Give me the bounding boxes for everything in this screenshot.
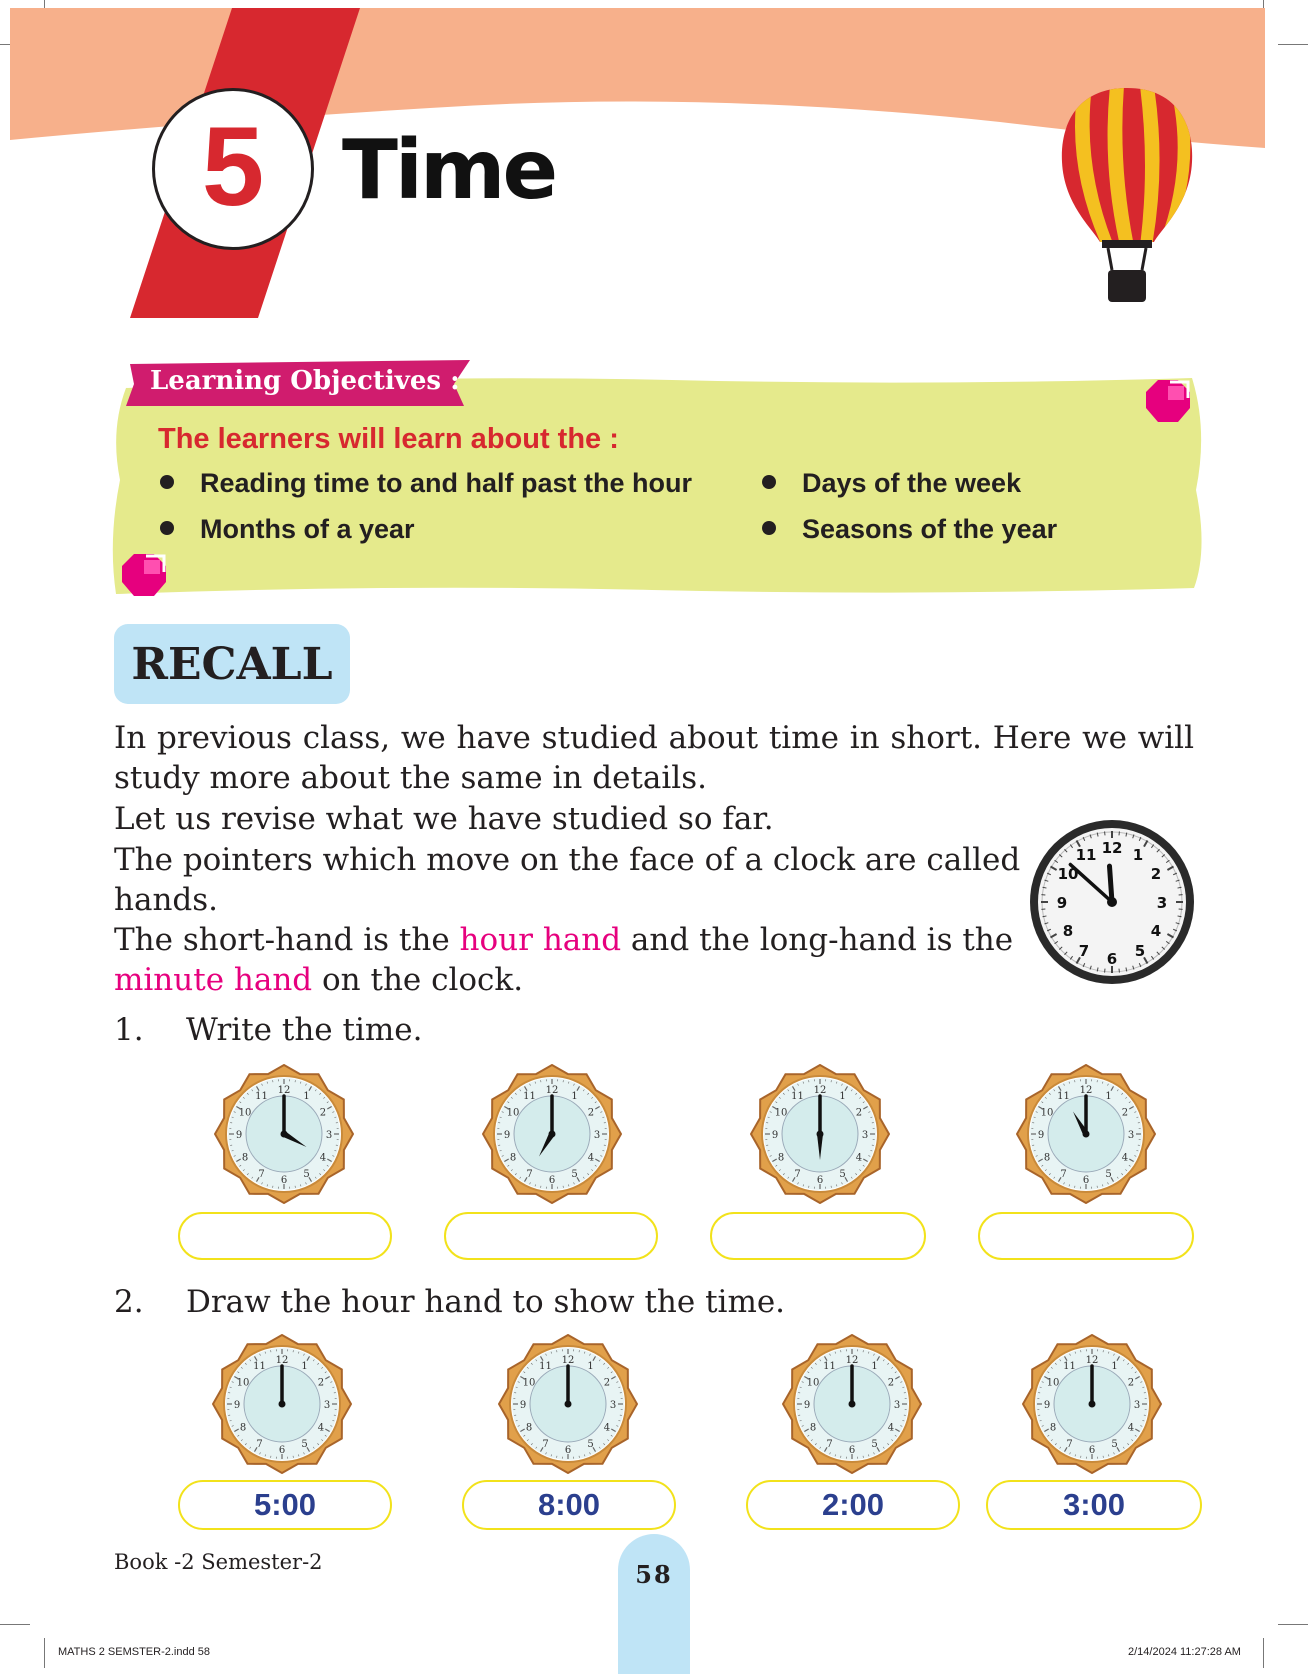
svg-text:12: 12: [846, 1355, 859, 1366]
svg-text:6: 6: [549, 1175, 555, 1186]
svg-text:2: 2: [1122, 1108, 1128, 1119]
svg-text:5: 5: [1105, 1169, 1111, 1180]
svg-text:12: 12: [276, 1355, 289, 1366]
svg-text:10: 10: [775, 1108, 788, 1119]
svg-text:7: 7: [794, 1169, 800, 1180]
question-number: 1.: [114, 1012, 144, 1048]
svg-text:1: 1: [303, 1091, 309, 1102]
svg-text:11: 11: [1076, 846, 1097, 864]
svg-text:11: 11: [539, 1361, 552, 1372]
svg-text:10: 10: [1058, 865, 1079, 883]
hands-sentence-line: [114, 960, 523, 1000]
svg-text:3: 3: [1134, 1400, 1140, 1411]
svg-text:7: 7: [1079, 942, 1089, 960]
minute-hand-term: minute hand: [114, 962, 312, 998]
answer-input[interactable]: [178, 1212, 392, 1260]
svg-text:3: 3: [594, 1130, 600, 1141]
svg-text:9: 9: [236, 1130, 242, 1141]
svg-text:5: 5: [587, 1439, 593, 1450]
objective-text: Days of the week: [802, 468, 1021, 498]
svg-text:4: 4: [1122, 1153, 1128, 1164]
svg-text:6: 6: [1089, 1445, 1095, 1456]
svg-text:6: 6: [1083, 1175, 1089, 1186]
objective-item: [762, 514, 1057, 545]
crop-mark: [1278, 1624, 1308, 1625]
crop-mark: [1263, 1638, 1264, 1668]
svg-text:3: 3: [324, 1400, 330, 1411]
svg-text:4: 4: [1151, 922, 1161, 940]
bullet-icon: [762, 521, 776, 535]
svg-text:9: 9: [1038, 1130, 1044, 1141]
svg-text:3: 3: [1128, 1130, 1134, 1141]
svg-text:12: 12: [1080, 1085, 1093, 1096]
svg-text:8: 8: [240, 1423, 246, 1434]
svg-text:11: 11: [1063, 1361, 1076, 1372]
svg-text:8: 8: [810, 1423, 816, 1434]
chapter-number: 5: [202, 111, 264, 223]
svg-text:2: 2: [888, 1378, 894, 1389]
clock-icon[interactable]: [782, 1334, 922, 1474]
svg-text:7: 7: [526, 1169, 532, 1180]
clock-icon[interactable]: [212, 1334, 352, 1474]
bullet-icon: [762, 475, 776, 489]
crop-mark: [44, 1638, 45, 1668]
svg-text:12: 12: [814, 1085, 827, 1096]
svg-text:1: 1: [839, 1091, 845, 1102]
svg-text:5: 5: [571, 1169, 577, 1180]
time-label-text: 3:00: [1063, 1487, 1125, 1523]
svg-text:3: 3: [610, 1400, 616, 1411]
svg-text:2: 2: [604, 1378, 610, 1389]
svg-text:1: 1: [871, 1361, 877, 1372]
print-slug-file: MATHS 2 SEMSTER-2.indd 58: [58, 1646, 210, 1658]
flower-ornament-icon: [1144, 378, 1192, 424]
time-label: [462, 1480, 676, 1530]
clock-icon: [214, 1064, 354, 1204]
svg-text:11: 11: [253, 1361, 266, 1372]
answer-input[interactable]: [978, 1212, 1194, 1260]
svg-text:11: 11: [791, 1091, 804, 1102]
svg-text:6: 6: [565, 1445, 571, 1456]
hour-hand-term: hour hand: [460, 922, 622, 958]
sentence-text: and the long-hand is the: [621, 922, 1013, 958]
objectives-intro: The learners will learn about the :: [158, 423, 619, 456]
objectives-tag-label: Learning Objectives :: [150, 366, 460, 396]
svg-text:8: 8: [1050, 1423, 1056, 1434]
footer-book-label: Book -2 Semester-2: [114, 1550, 323, 1574]
objective-text: Reading time to and half past the hour: [200, 468, 692, 498]
svg-text:11: 11: [523, 1091, 536, 1102]
svg-text:2: 2: [1151, 865, 1161, 883]
hot-air-balloon-icon: [1058, 86, 1196, 306]
question-text: Write the time.: [186, 1012, 422, 1048]
time-label-text: 2:00: [822, 1487, 884, 1523]
svg-text:8: 8: [526, 1423, 532, 1434]
svg-text:7: 7: [826, 1439, 832, 1450]
bullet-icon: [160, 521, 174, 535]
svg-text:8: 8: [1044, 1153, 1050, 1164]
svg-text:9: 9: [772, 1130, 778, 1141]
svg-text:3: 3: [862, 1130, 868, 1141]
clock-icon[interactable]: [1022, 1334, 1162, 1474]
recall-paragraph-line: hands.: [114, 880, 218, 920]
svg-text:9: 9: [234, 1400, 240, 1411]
svg-text:2: 2: [320, 1108, 326, 1119]
objective-item: [762, 468, 1021, 499]
svg-text:6: 6: [279, 1445, 285, 1456]
svg-text:1: 1: [1111, 1361, 1117, 1372]
svg-text:7: 7: [258, 1169, 264, 1180]
svg-text:4: 4: [856, 1153, 862, 1164]
recall-title: RECALL: [131, 639, 332, 690]
svg-text:11: 11: [255, 1091, 268, 1102]
svg-text:4: 4: [1128, 1423, 1134, 1434]
clock-icon: [1028, 818, 1196, 986]
svg-text:1: 1: [301, 1361, 307, 1372]
svg-text:5: 5: [839, 1169, 845, 1180]
svg-text:8: 8: [778, 1153, 784, 1164]
svg-text:7: 7: [256, 1439, 262, 1450]
sentence-text: on the clock.: [312, 962, 523, 998]
svg-text:10: 10: [1047, 1378, 1060, 1389]
svg-text:4: 4: [588, 1153, 594, 1164]
svg-text:2: 2: [318, 1378, 324, 1389]
svg-text:1: 1: [571, 1091, 577, 1102]
question-text: Draw the hour hand to show the time.: [186, 1284, 785, 1320]
objective-text: Seasons of the year: [802, 514, 1057, 544]
svg-text:10: 10: [807, 1378, 820, 1389]
svg-text:5: 5: [1135, 942, 1145, 960]
svg-text:8: 8: [242, 1153, 248, 1164]
svg-text:7: 7: [1060, 1169, 1066, 1180]
svg-text:12: 12: [278, 1085, 291, 1096]
svg-text:2: 2: [1128, 1378, 1134, 1389]
svg-text:7: 7: [1066, 1439, 1072, 1450]
svg-text:2: 2: [856, 1108, 862, 1119]
page-number: 58: [618, 1560, 690, 1589]
hands-sentence-line: [114, 920, 1013, 960]
svg-text:11: 11: [1057, 1091, 1070, 1102]
time-label: [986, 1480, 1202, 1530]
svg-text:4: 4: [318, 1423, 324, 1434]
svg-text:4: 4: [888, 1423, 894, 1434]
svg-text:10: 10: [237, 1378, 250, 1389]
svg-text:10: 10: [523, 1378, 536, 1389]
recall-badge: [114, 624, 350, 704]
svg-text:9: 9: [804, 1400, 810, 1411]
svg-text:4: 4: [320, 1153, 326, 1164]
svg-text:9: 9: [1057, 894, 1067, 912]
svg-text:3: 3: [894, 1400, 900, 1411]
clock-icon[interactable]: [498, 1334, 638, 1474]
objective-text: Months of a year: [200, 514, 415, 544]
svg-text:9: 9: [504, 1130, 510, 1141]
svg-text:12: 12: [1086, 1355, 1099, 1366]
svg-text:12: 12: [546, 1085, 559, 1096]
answer-input[interactable]: [710, 1212, 926, 1260]
clock-icon: [750, 1064, 890, 1204]
svg-text:6: 6: [817, 1175, 823, 1186]
chapter-title: Time: [342, 130, 555, 212]
svg-text:9: 9: [1044, 1400, 1050, 1411]
svg-text:5: 5: [301, 1439, 307, 1450]
svg-text:2: 2: [588, 1108, 594, 1119]
svg-text:8: 8: [1063, 922, 1073, 940]
svg-text:6: 6: [849, 1445, 855, 1456]
recall-paragraph-line: Let us revise what we have studied so far.: [114, 799, 774, 839]
crop-mark: [0, 1624, 30, 1625]
svg-text:12: 12: [1102, 839, 1123, 857]
clock-icon: [482, 1064, 622, 1204]
recall-paragraph-line: study more about the same in details.: [114, 758, 707, 798]
svg-text:5: 5: [303, 1169, 309, 1180]
objective-item: [160, 468, 692, 499]
svg-text:10: 10: [1041, 1108, 1054, 1119]
svg-text:4: 4: [604, 1423, 610, 1434]
svg-text:5: 5: [1111, 1439, 1117, 1450]
time-label: [178, 1480, 392, 1530]
svg-text:5: 5: [871, 1439, 877, 1450]
print-slug-date: 2/14/2024 11:27:28 AM: [1128, 1646, 1241, 1658]
svg-text:6: 6: [281, 1175, 287, 1186]
svg-text:9: 9: [520, 1400, 526, 1411]
flower-ornament-icon: [120, 552, 168, 598]
svg-text:12: 12: [562, 1355, 575, 1366]
svg-text:11: 11: [823, 1361, 836, 1372]
svg-text:10: 10: [239, 1108, 252, 1119]
sentence-text: The short-hand is the: [114, 922, 460, 958]
svg-text:1: 1: [1105, 1091, 1111, 1102]
objective-item: [160, 514, 415, 545]
question-number: 2.: [114, 1284, 144, 1320]
svg-text:1: 1: [1133, 846, 1143, 864]
page-tab: [618, 1534, 690, 1674]
recall-paragraph-line: The pointers which move on the face of a clock are called: [114, 840, 1020, 880]
svg-text:3: 3: [1157, 894, 1167, 912]
recall-paragraph-line: In previous class, we have studied about time in short. Here we will: [114, 718, 1194, 758]
chapter-number-badge: [152, 88, 314, 250]
svg-text:6: 6: [1107, 950, 1117, 968]
svg-text:1: 1: [587, 1361, 593, 1372]
answer-input[interactable]: [444, 1212, 658, 1260]
svg-text:10: 10: [507, 1108, 520, 1119]
svg-text:8: 8: [510, 1153, 516, 1164]
clock-icon: [1016, 1064, 1156, 1204]
svg-text:3: 3: [326, 1130, 332, 1141]
time-label-text: 8:00: [538, 1487, 600, 1523]
bullet-icon: [160, 475, 174, 489]
time-label-text: 5:00: [254, 1487, 316, 1523]
time-label: [746, 1480, 960, 1530]
svg-text:7: 7: [542, 1439, 548, 1450]
